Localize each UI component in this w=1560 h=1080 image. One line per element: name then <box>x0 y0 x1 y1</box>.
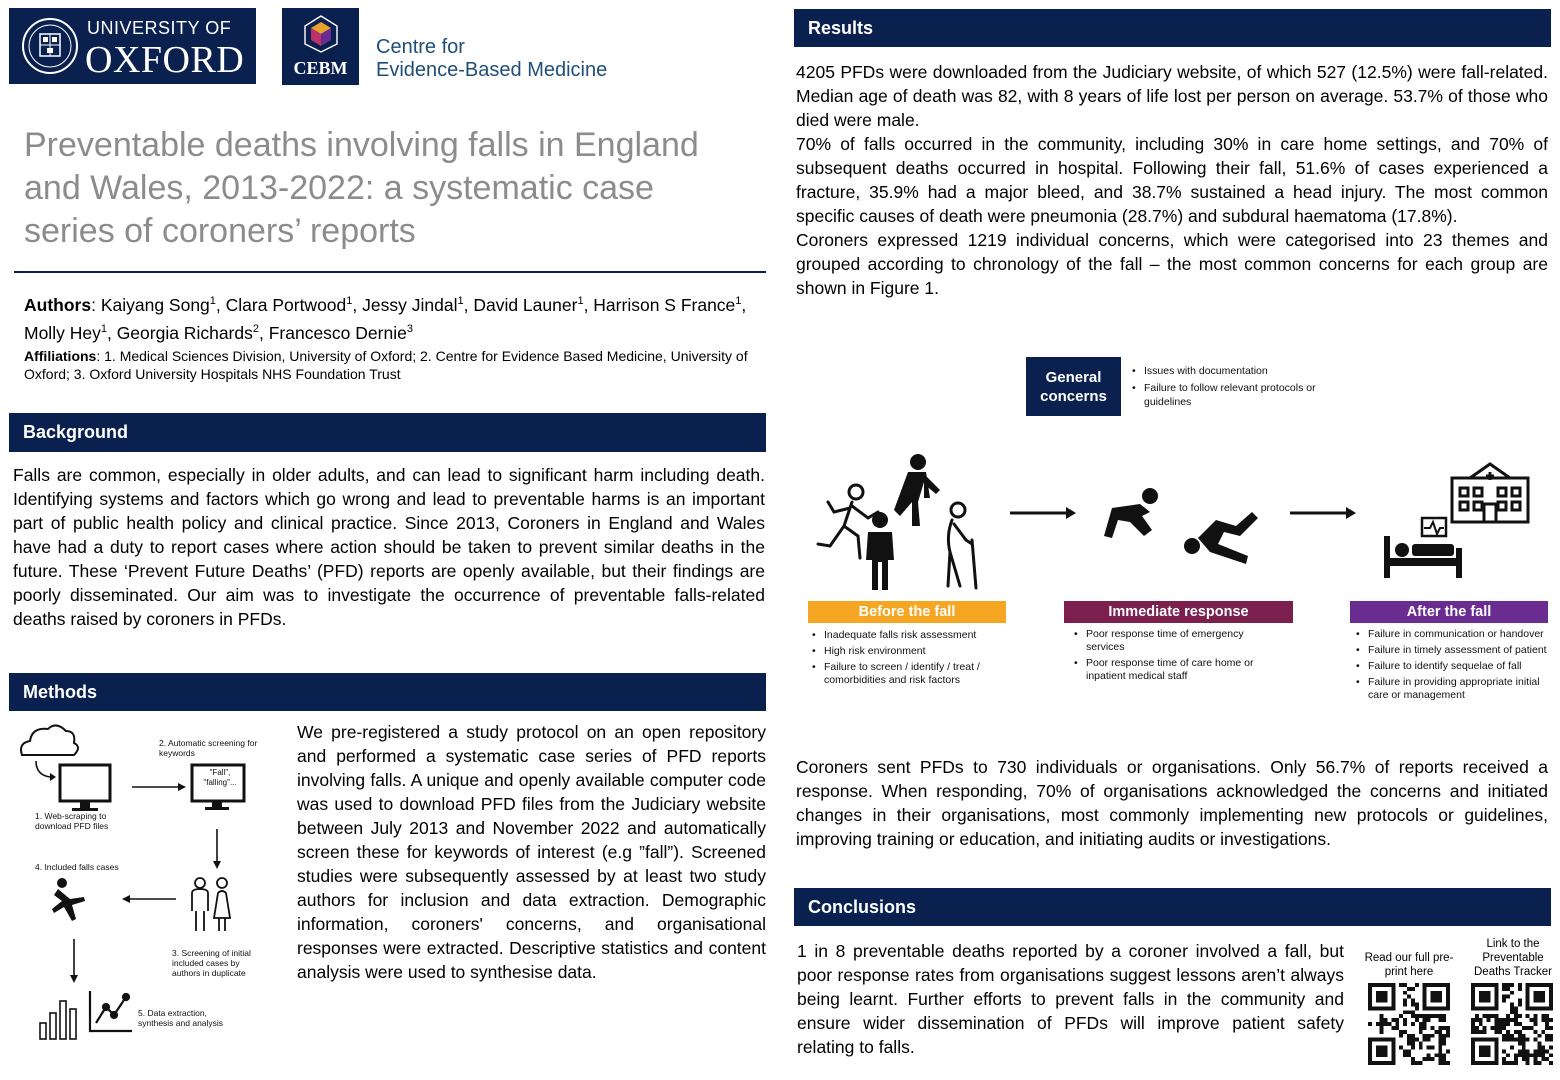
author-name: David Launer <box>473 294 578 315</box>
method-screen-text: "Fall", "falling"... <box>203 768 237 787</box>
concern-item: • Failure in providing appropriate initial care or management <box>1352 676 1548 702</box>
concern-item: • Failure to screen / identify / treat / comorbidities and risk factors <box>808 661 998 687</box>
general-concerns-list <box>1128 364 1348 412</box>
author-affiliation-number: 1 <box>577 295 584 307</box>
author-name: Francesco Dernie <box>268 322 407 343</box>
cebm-title-line2: Evidence-Based Medicine <box>376 59 608 81</box>
authors: Authors: Kaiyang Song$^1$, Clara Portwood$^1$, Jessy Jindal$^1$, David Launer$^1$, Harrison S France$^1$, Molly Hey$^1$, Georgia Richards$^2$, Francesco Dernie$^3$ <box>24 294 747 343</box>
oxford-small-text: UNIVERSITY OF <box>87 18 232 38</box>
results-paragraph-2: 70% of falls occurred in the community, including 30% in care home settings, and 70% of subsequent deaths occurred in hospital. Following their fall, 51.6% of cases experienced a fracture, 35.9% had a major bleed, and 38.7% sustained a head injury. The most common specific causes of death were pneumonia (28.7%) and subdural haematoma (17.8%). <box>796 134 1548 226</box>
author-affiliation-number: 1 <box>457 295 464 307</box>
concern-item: • Poor response time of care home or inpatient medical staff <box>1070 657 1280 683</box>
oxford-crest-icon <box>21 17 79 75</box>
author-name: Molly Hey <box>24 322 101 343</box>
qr-preprint-label: Read our full pre-print here <box>1364 952 1454 978</box>
category-after-fall <box>1350 601 1548 623</box>
concern-item: • Inadequate falls risk assessment <box>808 629 998 642</box>
conclusions-text: 1 in 8 preventable deaths reported by a coroner involved a fall, but poor response rates from organisations suggest lessons aren’t always being learnt. Further efforts to prevent falls in the community and ensure wider dissemination of PFDs will improve patient safety relating to falls. <box>797 941 1344 1057</box>
author-affiliation-number: 1 <box>100 322 107 335</box>
results-heading: Results <box>794 9 1551 47</box>
authors-label: Authors <box>24 294 92 315</box>
slipping-person-icon <box>1184 512 1258 564</box>
author-affiliation-number: 3 <box>406 322 413 335</box>
elderly-person-icon <box>948 503 976 588</box>
hospital-bed-icon <box>1384 518 1462 578</box>
flow-arrow-icon <box>1010 507 1076 519</box>
conclusions-heading: Conclusions <box>794 888 1551 926</box>
poster-title: Preventable deaths involving falls in England and Wales, 2013-2022: a systematic case series of coroners’ reports <box>24 126 699 250</box>
after-fall-list <box>1352 628 1548 705</box>
results-paragraph-4: Coroners sent PFDs to 730 individuals or organisations. Only 56.7% of reports received a response. When responding, 70% of organisations acknowledged the concerns and initiated changes in their organisations, most commonly implementing new protocols or guidelines, improving training or education, and initiating audits or investigations. <box>796 757 1548 849</box>
method-step-2: 2. Automatic screening for keywords <box>159 738 258 758</box>
results-paragraph-3: Coroners expressed 1219 individual concerns, which were categorised into 23 themes and grouped according to chronology of the fall – the most common concerns for each group are shown in Figure 1. <box>796 230 1548 298</box>
immediate-response-list <box>1070 628 1280 686</box>
background-text: Falls are common, especially in older adults, and can lead to significant harm including death. Identifying systems and factors which go wrong and lead to preventable harms is an important part of public health policy and clinical practice. Since 2013, Coroners in England and Wales have had a duty to report cases where action should be taken to prevent similar deaths in the future. These ‘Prevent Future Deaths’ (PFD) reports are openly available, but their findings are poorly disseminated. Our aim was to investigate the occurrence of preventable falls-related deaths raised by coroners in PFDs. <box>13 465 765 629</box>
category-title: After the fall <box>1406 604 1492 620</box>
author-name: Clara Portwood <box>225 294 347 315</box>
cebm-title <box>376 36 607 82</box>
method-step-4: 4. Included falls cases <box>35 862 119 872</box>
qr-code-preprint-icon[interactable] <box>1368 983 1450 1065</box>
monitor-icon <box>60 765 110 801</box>
qr-code-tracker-icon[interactable] <box>1471 983 1553 1065</box>
general-concern-item: • Failure to follow relevant protocols or guidelines <box>1128 381 1348 409</box>
cebm-title-line1: Centre for <box>376 36 465 58</box>
flow-arrow-icon <box>1290 507 1356 519</box>
falling-person-icon <box>52 878 85 921</box>
methods-heading: Methods <box>9 673 766 711</box>
figure-icons <box>800 440 1560 600</box>
methods-text: We pre-registered a study protocol on an open repository and performed a systematic case series of PFD reports involving falls. A unique and openly available computer code was used to download PFD files from the Judiciary website between July 2013 and November 2022 and automatically screen these for keywords of interest (e.g ”fall”). Screened studies were subsequently assessed by at least two study authors for inclusion and data extraction. Demographic information, coroners' concerns, and organisational responses were extracted. Descriptive statistics and content analysis were used to synthesise data. <box>297 722 766 982</box>
concern-item: • Failure to identify sequelae of fall <box>1352 660 1548 673</box>
general-concerns-box: General concerns <box>1026 357 1121 416</box>
author-name: Jessy Jindal <box>362 294 458 315</box>
methods-diagram <box>10 713 290 1053</box>
standing-person-icon <box>866 512 894 590</box>
concern-item: • Poor response time of emergency services <box>1070 628 1280 654</box>
concern-item: • Failure in communication or handover <box>1352 628 1548 641</box>
author-name: Kaiyang Song <box>100 294 210 315</box>
author-affiliation-number: 2 <box>252 322 259 335</box>
curved-arrow-icon <box>36 761 50 777</box>
cebm-emblem-icon <box>303 14 339 54</box>
crawling-person-icon <box>1104 488 1158 538</box>
author-affiliation-number: 1 <box>346 295 353 307</box>
category-title: Immediate response <box>1108 604 1249 620</box>
affiliations-text: : 1. Medical Sciences Division, University of Oxford; 2. Centre for Evidence Based Medicine, University of Oxford; 3. Oxford University Hospitals NHS Foundation Trust <box>24 348 748 382</box>
method-step-5: 5. Data extraction, synthesis and analysis <box>138 1008 224 1028</box>
hospital-icon <box>1452 464 1528 522</box>
affiliations <box>24 347 760 383</box>
results-text <box>796 60 1548 300</box>
general-concern-item: • Issues with documentation <box>1128 364 1348 378</box>
cloud-icon <box>21 725 78 755</box>
cebm-logo <box>282 8 359 85</box>
methods-flow-svg <box>10 713 290 1053</box>
title-divider <box>14 271 766 273</box>
author-name: Georgia Richards <box>116 322 253 343</box>
author-affiliation-number: 1 <box>735 295 742 307</box>
results-paragraph-1: 4205 PFDs were downloaded from the Judiciary website, of which 527 (12.5%) were fall-related. Median age of death was 82, with 8 years of life lost per person on average. 53.7% of those who died were male. <box>796 62 1548 130</box>
bar-chart-icon <box>40 1001 76 1039</box>
affiliations-label: Affiliations <box>24 348 97 364</box>
oxford-logo <box>9 8 256 84</box>
background-heading: Background <box>9 413 766 452</box>
category-before-fall <box>808 601 1006 623</box>
concern-item: • High risk environment <box>808 645 998 658</box>
line-chart-icon <box>90 991 132 1031</box>
category-immediate-response <box>1064 601 1293 623</box>
method-step-3: 3. Screening of initial included cases by authors in duplicate <box>172 948 251 978</box>
qr-tracker-label: Link to the Preventable Deaths Tracker <box>1474 938 1552 978</box>
concern-item: • Failure in timely assessment of patient <box>1352 644 1548 657</box>
author-list: Kaiyang Song$^1$, Clara Portwood$^1$, Jessy Jindal$^1$, David Launer$^1$, Harrison S France$^1$, Molly Hey$^1$, Georgia Richards$^2$, Francesco Dernie$^3$ <box>24 294 747 343</box>
author-name: Harrison S France <box>593 294 736 315</box>
authors-people-icon <box>192 878 230 931</box>
oxford-big-text: OXFORD <box>85 39 245 81</box>
walking-person-icon <box>894 454 940 526</box>
method-step-1: 1. Web-scraping to download PFD files <box>35 811 109 831</box>
author-affiliation-number: 1 <box>209 295 216 307</box>
before-fall-list <box>808 629 998 690</box>
category-title: Before the fall <box>858 604 956 620</box>
cebm-abbr: CEBM <box>293 58 348 78</box>
